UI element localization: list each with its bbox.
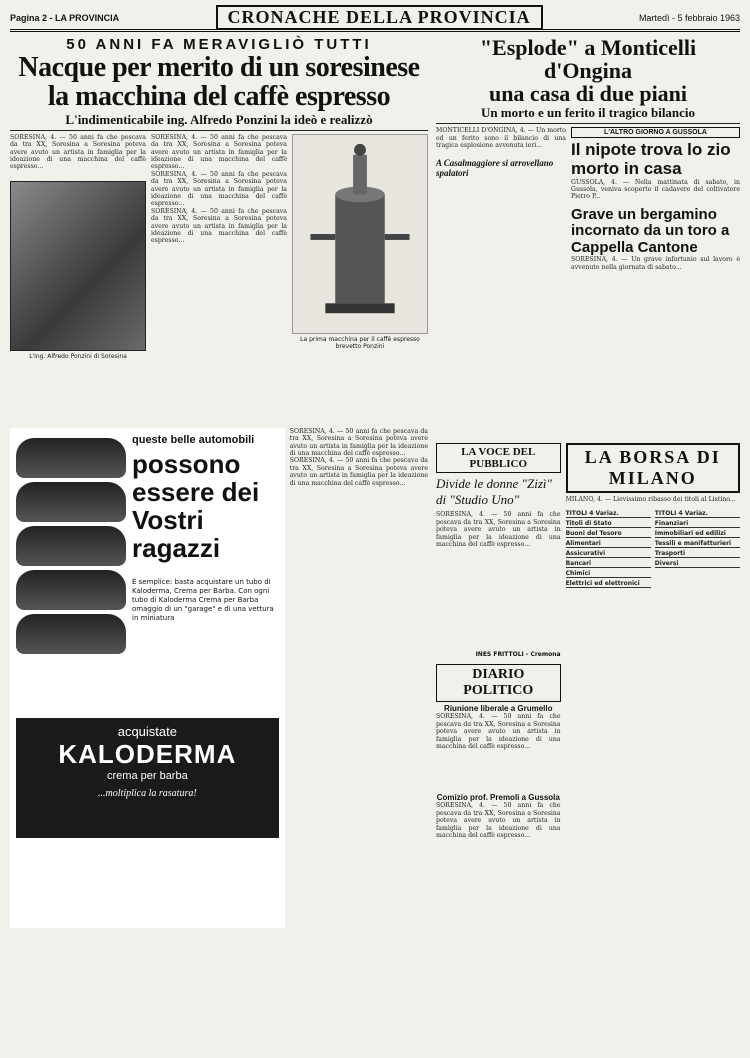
ad-line1: queste belle automobili: [132, 433, 255, 446]
main-body-col2: SORESINA, 4. — 50 anni fa che pescava da tra XX, Soresina a Soresina poteva avere avuto un artista in famiglia per la ideazione di una macchina del caffè espresso...: [151, 133, 287, 171]
stock-section-1: Titoli di Stato: [566, 520, 651, 528]
diario-body1: SORESINA, 4. — 50 anni fa che pescava da tra XX, Soresina a Soresina poteva avere avuto un artista in famiglia per la ideazione di una macchina del caffè espresso...: [436, 713, 561, 750]
stock-section-9: Immobiliari ed edilizi: [655, 530, 740, 538]
casalmaggiore-title: A Casalmaggiore si arrovellano spalatori: [436, 157, 554, 178]
coffee-machine-icon: [293, 135, 427, 333]
bergamino-body: SORESINA, 4. — Un grave infortunio sul lavoro è avvenuto nella giornata di sabato...: [571, 256, 740, 271]
portrait-photo: [10, 181, 146, 351]
toy-car-4: [16, 570, 126, 610]
voce-signature: INES FRITTOLI - Cremona: [475, 651, 561, 659]
stock-section-10: Tessili e manifatturieri: [655, 540, 740, 548]
stock-section-8: Finanziari: [655, 520, 740, 528]
voce-headline: Divide le donne "Zizì" di "Studio Uno": [436, 476, 552, 508]
stock-section-11: Trasporti: [655, 550, 740, 558]
main-subhead: L'indimenticabile ing. Alfredo Ponzini la ideò e realizzò: [10, 112, 428, 131]
toy-car-1: [16, 438, 126, 478]
main-body-col1: SORESINA, 4. — 50 anni fa che pescava da tra XX, Soresina a Soresina poteva avere avuto un artista in famiglia per la ideazione di una macchina del caffè espresso...: [10, 133, 146, 171]
portrait-caption: L'ing. Alfredo Ponzini di Soresina: [29, 352, 127, 360]
diario-sub1: Riunione liberale a Grumello: [444, 704, 553, 714]
voce-body: SORESINA, 4. — 50 anni fa che pescava da tra XX, Soresina a Soresina poteva avere avuto un artista in famiglia per la ideazione di una macchina del caffè espresso...: [436, 511, 561, 548]
gussola-body: GUSSOLA, 4. — Nella mattinata di sabato, in Gussola, veniva scoperto il cadavere del coltivatore Pietro P...: [571, 178, 740, 201]
stock-section-4: Assicurativi: [566, 550, 651, 558]
ad-slogan: ...moltiplica la rasatura!: [98, 787, 197, 799]
kaloderma-ad: [10, 428, 285, 928]
ad-cta: acquistate: [117, 723, 177, 739]
explosion-subhead: Un morto e un ferito il tragico bilancio: [436, 105, 740, 124]
machine-caption: La prima macchina per il caffè espresso brevetto Ponzini: [300, 335, 420, 350]
stock-section-3: Alimentari: [566, 540, 651, 548]
toy-car-2: [16, 482, 126, 522]
main-body-col2c: SORESINA, 4. — 50 anni fa che pescava da tra XX, Soresina a Soresina poteva avere avuto un artista in famiglia per la ideazione di una macchina del caffè espresso...: [151, 207, 287, 245]
issue-date: Martedì - 5 febbraio 1963: [638, 12, 740, 23]
stock-header: TITOLI 4 Variaz.: [566, 510, 651, 518]
masthead: [10, 6, 740, 32]
diario-body2: SORESINA, 4. — 50 anni fa che pescava da tra XX, Soresina a Soresina poteva avere avuto un artista in famiglia per la ideazione di una macchina del caffè espresso...: [436, 802, 561, 839]
stock-section-6: Chimici: [566, 570, 651, 578]
stock-section-5: Bancari: [566, 560, 651, 568]
coffee-machine-photo: [292, 134, 428, 334]
section-title: CRONACHE DELLA PROVINCIA: [216, 5, 543, 30]
explosion-headline-2: una casa di due piani: [488, 81, 688, 107]
main-body-cont: SORESINA, 4. — 50 anni fa che pescava da tra XX, Soresina a Soresina poteva avere avuto un artista in famiglia per la ideazione di una macchina del caffè espresso...: [289, 427, 428, 457]
main-headline-2: la macchina del caffè espresso: [47, 81, 391, 113]
stock-section-7: Elettrici ed elettronici: [566, 580, 651, 588]
ad-product: crema per barba: [107, 769, 188, 782]
main-kicker: 50 ANNI FA MERAVIGLIÒ TUTTI: [66, 36, 372, 53]
stock-section-2: Buoni del Tesoro: [566, 530, 651, 538]
voce-label: LA VOCE DEL PUBBLICO: [436, 443, 561, 473]
gussola-label: L'ALTRO GIORNO A GUSSOLA: [571, 127, 740, 138]
diario-label: DIARIO POLITICO: [436, 664, 561, 702]
stock-table: [566, 508, 740, 590]
main-body-col2b: SORESINA, 4. — 50 anni fa che pescava da tra XX, Soresina a Soresina poteva avere avuto un artista in famiglia per la ideazione di una macchina del caffè espresso...: [151, 170, 287, 208]
bergamino-headline: Grave un bergamino incornato da un toro a Cappella Cantone: [571, 205, 730, 256]
explosion-headline-1: "Esplode" a Monticelli d'Ongina: [479, 35, 697, 84]
main-article: [10, 36, 428, 928]
main-headline-1: Nacque per merito di un soresinese: [18, 52, 420, 83]
toy-car-5: [16, 614, 126, 654]
borsa-body: MILANO, 4. — Lievissimo ribasso dei titoli al Listino...: [565, 496, 736, 504]
main-body-cont2: SORESINA, 4. — 50 anni fa che pescava da tra XX, Soresina a Soresina poteva avere avuto un artista in famiglia per la ideazione di una macchina del caffè espresso...: [289, 457, 428, 487]
toy-car-3: [16, 526, 126, 566]
explosion-body: MONTICELLI D'ONGINA, 4. — Un morto ed un ferito sono il bilancio di una tragica esplosione avvenuta ieri...: [436, 127, 566, 150]
ad-brand: KALODERMA: [58, 738, 237, 769]
ad-body: È semplice: basta acquistare un tubo di Kaloderma, Crema per Barba. Con ogni tubo di Kaloderma Crema per Barba omaggio di un "garage" e di una vettura in miniatura: [132, 577, 274, 622]
page-number: Pagina 2 - LA PROVINCIA: [10, 12, 120, 23]
gussola-headline: Il nipote trova lo zio morto in casa: [571, 140, 731, 178]
ad-line2: possono essere dei Vostri ragazzi: [132, 448, 260, 563]
diario-sub2: Comizio prof. Premoli a Gussola: [436, 793, 560, 803]
right-section: [436, 36, 740, 928]
borsa-title: LA BORSA DI MILANO: [566, 443, 740, 493]
stock-section-12: Diversi: [655, 560, 740, 568]
stock-header-2: TITOLI 4 Variaz.: [655, 510, 740, 518]
